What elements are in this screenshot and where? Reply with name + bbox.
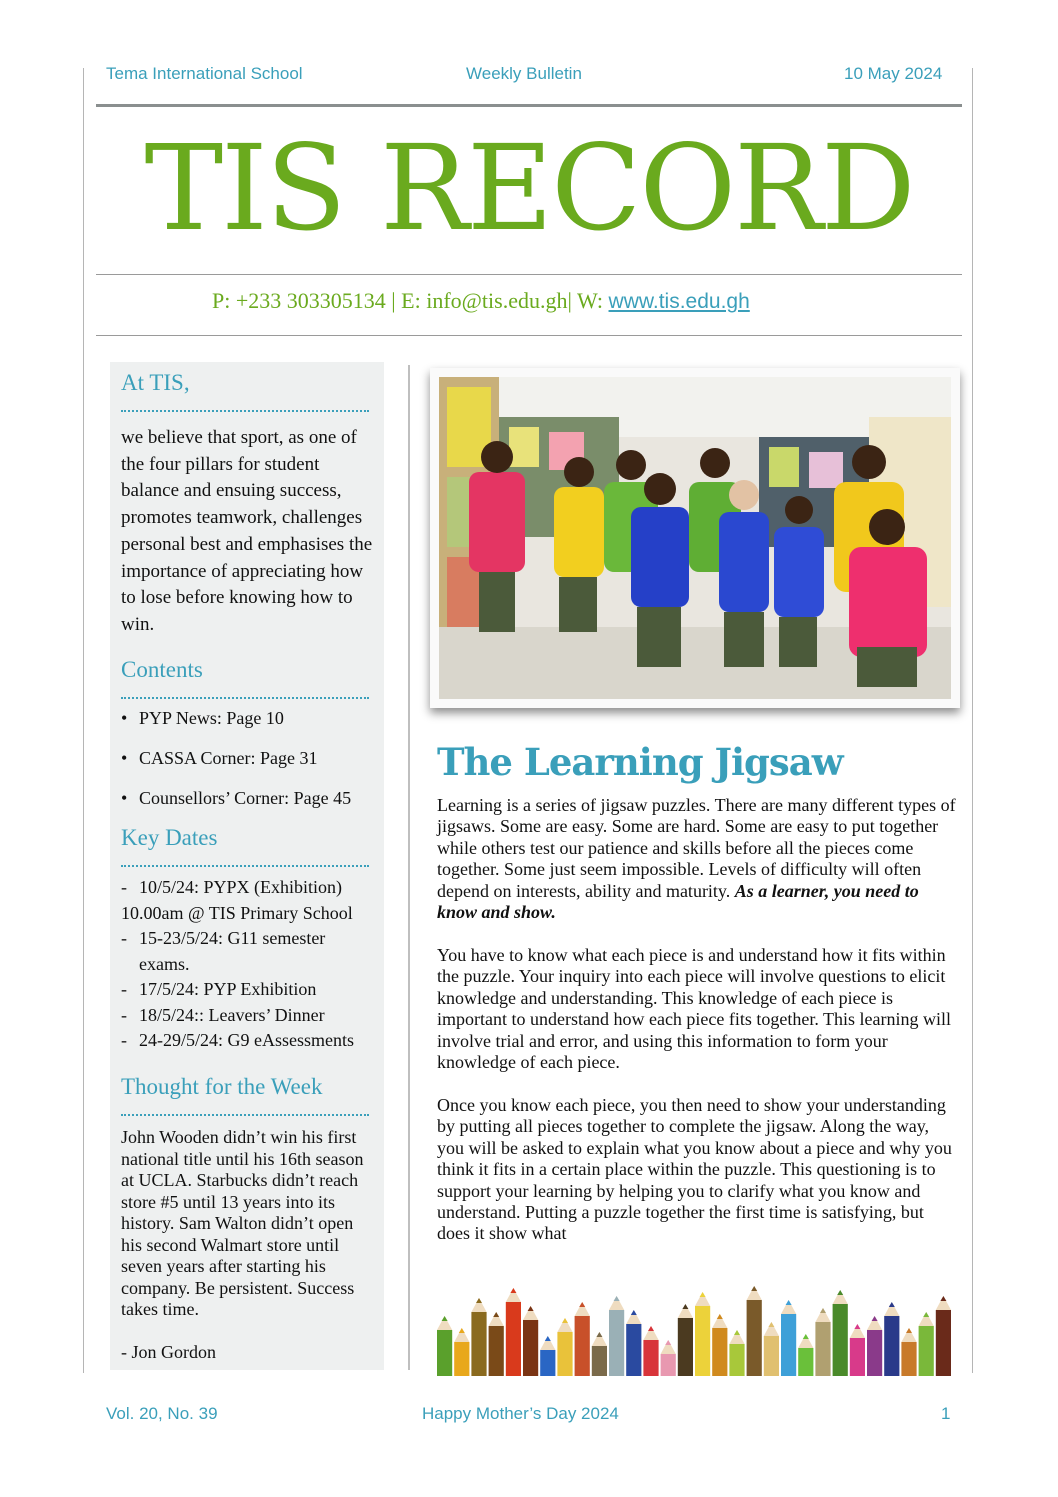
thought-heading: Thought for the Week <box>121 1074 323 1099</box>
pencil <box>867 1316 882 1376</box>
key-date-item: - 18/5/24:: Leavers’ Dinner <box>121 1003 383 1029</box>
key-date-item: - 15-23/5/24: G11 semester exams. <box>121 926 357 977</box>
frame-right-border <box>972 68 973 1373</box>
key-dates-heading: Key Dates <box>121 825 218 850</box>
pencil <box>936 1296 951 1376</box>
thought-rule <box>121 1114 369 1116</box>
pencil <box>557 1318 572 1376</box>
contact-rule-bottom <box>96 335 962 336</box>
pencil <box>850 1324 865 1376</box>
header-rule <box>96 104 962 107</box>
contents-item[interactable]: • CASSA Corner: Page 31 <box>121 748 351 788</box>
volume-number: Vol. 20, No. 39 <box>106 1404 218 1423</box>
issue-date: 10 May 2024 <box>844 64 943 83</box>
pencil <box>540 1336 555 1376</box>
key-date-item: 10.00am @ TIS Primary School <box>121 902 353 923</box>
contact-rule-top <box>96 274 962 275</box>
article-title: The Learning Jigsaw <box>437 740 843 784</box>
pencil <box>678 1304 693 1376</box>
colored-pencils-illustration <box>436 1258 952 1376</box>
pencil <box>747 1286 762 1376</box>
pencil <box>695 1292 710 1376</box>
key-dates-rule <box>121 865 369 867</box>
pencil <box>901 1328 916 1376</box>
article-emphasis: As a learner, you need to know and show. <box>437 880 919 923</box>
at-tis-heading: At TIS, <box>121 370 190 395</box>
frame-left-border <box>83 68 84 1373</box>
pencil <box>764 1322 779 1376</box>
website-link[interactable]: www.tis.edu.gh <box>608 290 750 313</box>
key-date-item: - 17/5/24: PYP Exhibition <box>121 977 383 1003</box>
pencil <box>712 1314 727 1376</box>
pencil <box>815 1308 830 1376</box>
contents-rule <box>121 697 369 699</box>
pencil <box>884 1302 899 1376</box>
thought-text: John Wooden didn’t win his first national title until his 16th season at UCLA. Starbucks didn’t reach store #5 until 13 years into its history. Sam Walton didn’t open his second Walmart store until seven years after starting his company. Be persistent. Success takes time. <box>121 1127 364 1319</box>
bulletin-label: Weekly Bulletin <box>466 64 582 83</box>
pencil <box>454 1328 469 1376</box>
pencil <box>661 1340 676 1376</box>
key-date-item: - 24-29/5/24: G9 eAssessments <box>121 1028 383 1054</box>
pencil <box>609 1296 624 1376</box>
contents-heading: Contents <box>121 657 203 682</box>
pencil <box>489 1312 504 1376</box>
at-tis-rule <box>121 410 369 412</box>
article-paragraph-3: Once you know each piece, you then need to show your understanding by putting all pieces together to complete the jigsaw. Along the way, you will be asked to explain what you know about a piece and why you think it fits in a certain place within the puzzle. This questioning is to support your learning by helping you to clarify what you know and understand. Putting a puzzle together the first time is satisfying, but does it show what <box>437 1095 952 1244</box>
pencil <box>798 1334 813 1376</box>
pencil <box>592 1332 607 1376</box>
article-paragraph-2: You have to know what each piece is and understand how it fits within the puzzle. Your inquiry into each piece will involve questions to elicit knowledge and understanding. This knowledge of each piece is important to understand how each piece fits together. This learning will involve trial and error, and using this information to form your knowledge of each piece. <box>437 945 952 1073</box>
thought-author: - Jon Gordon <box>121 1342 216 1362</box>
article-paragraph-1-text: Learning is a series of jigsaw puzzles. There are many different types of jigsaws. Some are easy. Some are hard. Some are easy to put together while others test our patience and skills before all the pieces come together. Some just seem impossible. Levels of difficulty will often depend on interests, ability and maturity. <box>437 795 956 901</box>
pencil <box>729 1330 744 1376</box>
students-photo <box>430 368 960 708</box>
sidebar <box>110 362 384 1370</box>
contact-text: P: +233 303305134 | E: info@tis.edu.gh| W: <box>212 288 609 313</box>
contents-list <box>121 708 351 828</box>
pencil <box>471 1298 486 1376</box>
pencil <box>626 1310 641 1376</box>
contact-line <box>212 288 750 314</box>
pencil <box>437 1316 452 1376</box>
key-dates-list <box>121 875 383 1054</box>
pencil <box>781 1300 796 1376</box>
contents-item[interactable]: • PYP News: Page 10 <box>121 708 351 748</box>
key-date-item: - 10/5/24: PYPX (Exhibition) <box>121 875 383 901</box>
pencil <box>833 1290 848 1376</box>
pencil <box>919 1312 934 1376</box>
school-name: Tema International School <box>106 64 303 83</box>
masthead-title: TIS RECORD <box>144 119 914 257</box>
pencil <box>523 1306 538 1376</box>
pencil <box>575 1302 590 1376</box>
pencil <box>643 1326 658 1376</box>
page-number: 1 <box>941 1404 951 1423</box>
contents-item[interactable]: • Counsellors’ Corner: Page 45 <box>121 788 351 828</box>
students-photo-image <box>439 377 951 699</box>
column-divider <box>408 365 410 1370</box>
at-tis-text: we believe that sport, as one of the four pillars for student balance and ensuing success, promotes teamwork, challenges personal best and emphasises the importance of appreciating how to lose before knowing how to win. <box>121 427 373 635</box>
footer-occasion: Happy Mother’s Day 2024 <box>422 1404 619 1423</box>
pencil <box>506 1288 521 1376</box>
article-paragraph-1 <box>437 795 957 923</box>
